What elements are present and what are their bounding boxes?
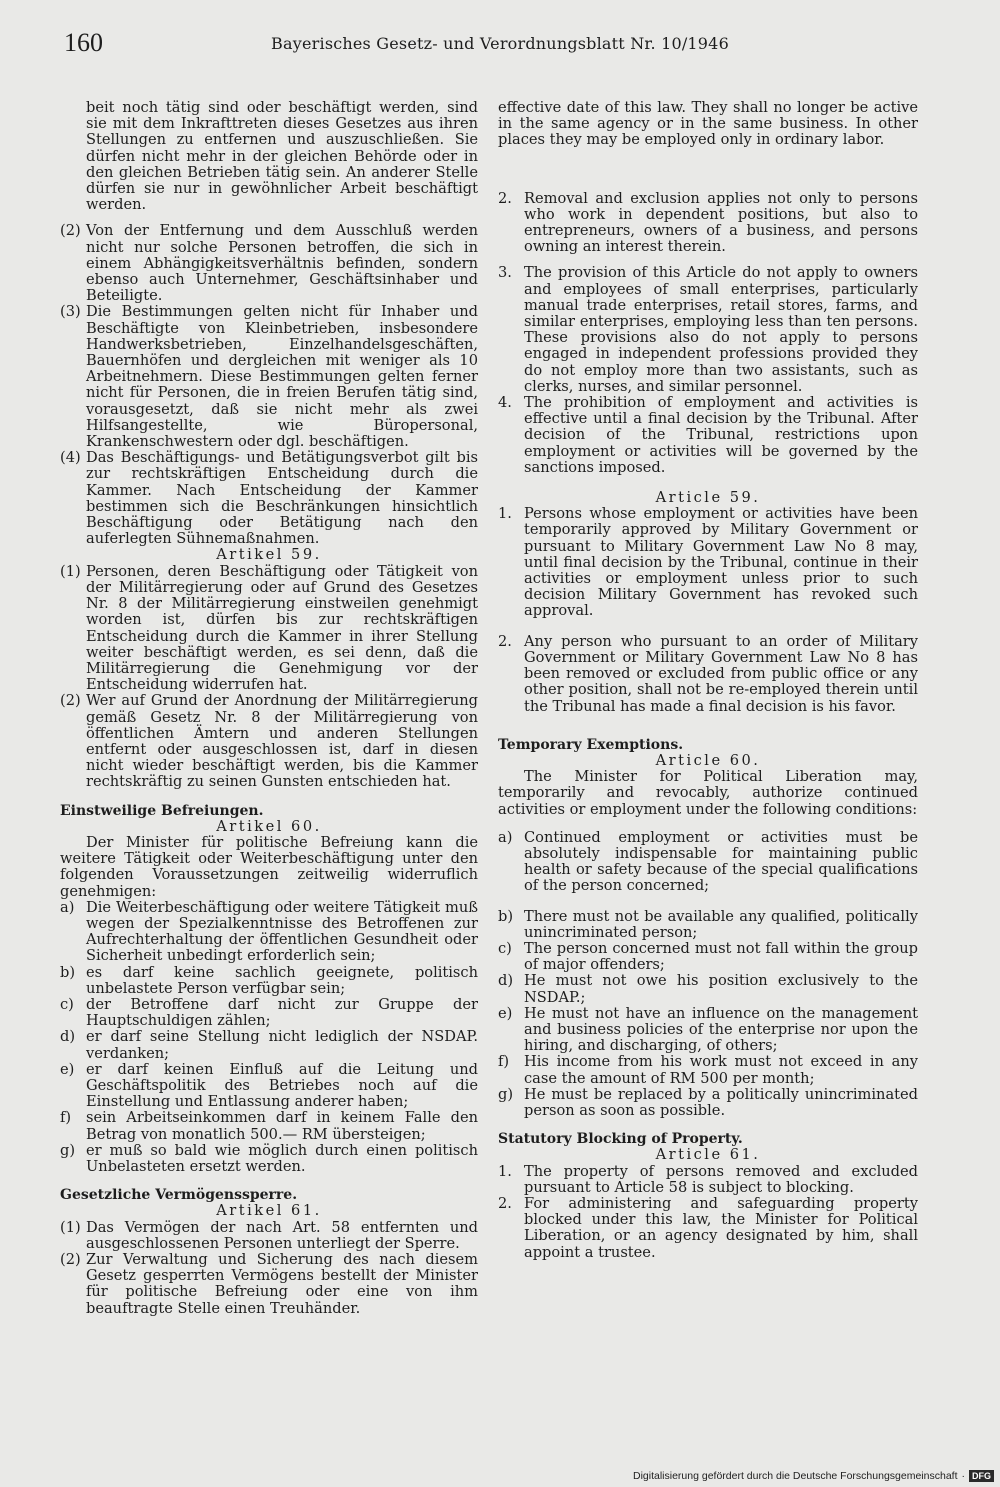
- list-item: (2) Wer auf Grund der Anordnung der Militärregierung gemäß Gesetz Nr. 8 der Militärregierung von öffentlichen Ämtern und anderen Stellungen entfernt oder ausgeschlossen ist, darf in diesen nicht wieder beschäftigt werden, bis die Kammer rechtskräftig zu seinen Gunsten entschieden hat.: [60, 692, 478, 791]
- list-item: 1. The property of persons removed and excluded pursuant to Article 58 is subject to blocking.: [498, 1162, 918, 1196]
- list-item: 1. Persons whose employment or activities have been temporarily approved by Military Government or pursuant to Military Government Law No 8 may, until final decision by the Tribunal, continue in their activities or employment unless prior to such decision Military Government has revoked such approval.: [498, 505, 918, 620]
- page-number: 160: [64, 28, 103, 57]
- list-item: e) er darf keinen Einfluß auf die Leitung und Geschäftspolitik des Betriebes noch auf die Einstellung und Entlassung anderer haben;: [60, 1060, 478, 1111]
- article-60-heading: Article 60.: [655, 751, 761, 769]
- section-title-exemptions: Temporary Exemptions.: [498, 736, 684, 753]
- german-intro: beit noch tätig sind oder beschäftigt werden, sind sie mit dem Inkrafttreten dieses Gesetzes aus ihren Stellungen zu entfernen und auszuschließen. Sie dürfen nicht mehr in der gleichen Behörde oder in den gleichen Betrieben tätig sein. An anderer Stelle dürfen sie nur in gewöhnlicher Arbeit beschäftigt werden.: [86, 99, 478, 214]
- article-60-heading: Artikel 60.: [216, 817, 322, 835]
- dfg-logo-icon: DFG: [969, 1470, 994, 1482]
- digitization-credit: [633, 1470, 994, 1482]
- list-item: c) The person concerned must not fall within the group of major offenders;: [498, 939, 918, 974]
- list-item: 4. The prohibition of employment and activities is effective until a final decision by the Tribunal. After decision of the Tribunal, restrictions upon employment or activities will be governed by the sanctions imposed.: [498, 394, 918, 476]
- list-item: (1) Personen, deren Beschäftigung oder Tätigkeit von der Militärregierung oder auf Grund des Gesetzes Nr. 8 der Militärregierung einstweilen genehmigt worden ist, dürfen bis zur rechtskräftigen Entscheidung durch die Kammer in ihrer Stellung weiter beschäftigt werden, es sei denn, daß die Militärregierung die Genehmigung vor der Entscheidung widerrufen hat.: [60, 562, 478, 694]
- list-item: (4) Das Beschäftigungs- und Betätigungsverbot gilt bis zur rechtskräftigen Entscheidung durch die Kammer. Nach Entscheidung der Kammer bestimmen sich die Beschränkungen hinsichtlich Beschäftigung oder Betätigung nach den auferlegten Sühnemaßnahmen.: [60, 449, 478, 548]
- list-item: (1) Das Vermögen der nach Art. 58 entfernten und ausgeschlossenen Personen unterliegt der Sperre.: [60, 1218, 478, 1252]
- list-item: d) He must not owe his position exclusively to the NSDAP.;: [498, 972, 918, 1006]
- article-61-heading: Artikel 61.: [216, 1202, 322, 1220]
- list-item: f) His income from his work must not exceed in any case the amount of RM 500 per month;: [498, 1053, 918, 1087]
- list-item: 2. Any person who pursuant to an order of Military Government or Military Government Law No 8 has been removed or excluded from public office or any other position, shall not be re-employed therein until the Tribunal has made a final decision is his favor.: [498, 632, 918, 715]
- list-item: (2) Zur Verwaltung und Sicherung des nach diesem Gesetz gesperrten Vermögens bestellt der Minister für politische Befreiung oder eine von ihm beauftragte Stelle einen Treuhänder.: [60, 1251, 478, 1317]
- list-item: f) sein Arbeitseinkommen darf in keinem Falle den Betrag von monatlich 500.— RM übersteigen;: [60, 1109, 478, 1143]
- article-60-intro: Der Minister für politische Befreiung kann die weitere Tätigkeit oder Weiterbeschäftigung unter den folgenden Voraussetzungen zeitweilig widerruflich genehmigen:: [60, 833, 478, 900]
- article-59-heading: Article 59.: [655, 489, 761, 507]
- article-61-heading: Article 61.: [655, 1146, 761, 1164]
- article-60-intro: The Minister for Political Liberation may, temporarily and revocably, authorize continued activities or employment under the following conditions:: [498, 768, 918, 818]
- english-column: [498, 100, 918, 1261]
- list-item: e) He must not have an influence on the management and business policies of the enterprise nor upon the hiring, and discharging, of others;: [498, 1004, 918, 1055]
- section-title-blocking: Statutory Blocking of Property.: [498, 1131, 743, 1148]
- article-59-heading: Artikel 59.: [216, 546, 322, 564]
- list-item: 2. Removal and exclusion applies not only to persons who work in dependent positions, but also to entrepreneurs, owners of a business, and persons owning an interest therein.: [498, 189, 918, 256]
- list-item: c) der Betroffene darf nicht zur Gruppe der Hauptschuldigen zählen;: [60, 995, 478, 1030]
- list-item: b) There must not be available any qualified, politically unincriminated person;: [498, 907, 918, 941]
- section-title-exemptions: Einstweilige Befreiungen.: [60, 802, 264, 819]
- list-item: (3) Die Bestimmungen gelten nicht für Inhaber und Beschäftigte von Kleinbetrieben, insbesondere Handwerksbetrieben, Einzelhandelsgeschäften, Bauernhöfen und dergleichen mit weniger als 10 Arbeitnehmern. Diese Bestimmungen gelten ferner nicht für Personen, die in freien Berufen tätig sind, vorausgesetzt, daß sie nicht mehr als zwei Hilfsangestellte, wie Büropersonal, Krankenschwestern oder dgl. beschäftigen.: [60, 303, 478, 451]
- list-item: a) Continued employment or activities must be absolutely indispensable for maintaining public health or safety because of the special qualifications of the person concerned;: [498, 828, 918, 895]
- list-item: a) Die Weiterbeschäftigung oder weitere Tätigkeit muß wegen der Spezialkenntnisse des Betroffenen zur Aufrechterhaltung der öffentlichen Gesundheit oder Sicherheit unbedingt erforderlich sein;: [60, 898, 478, 965]
- list-item: (2) Von der Entfernung und dem Ausschluß werden nicht nur solche Personen betroffen, die sich in einem Abhängigkeitsverhältnis befinden, sondern ebenso auch Unternehmer, Geschäftsinhaber und Beteiligte.: [60, 222, 478, 305]
- list-item: 3. The provision of this Article do not apply to owners and employees of small enterprises, particularly manual trade enterprises, retail stores, farms, and similar enterprises, employing less than ten persons. These provisions also do not apply to persons engaged in independent professions provided they do not employ more than two assistants, such as clerks, nurses, and similar personnel.: [498, 264, 918, 395]
- german-column: [60, 100, 478, 1317]
- english-intro: effective date of this law. They shall no longer be active in the same agency or in the same business. In other places they may be employed only in ordinary labor.: [498, 99, 918, 149]
- list-item: g) er muß so bald wie möglich durch einen politisch Unbelasteten ersetzt werden.: [60, 1141, 478, 1175]
- list-item: b) es darf keine sachlich geeignete, politisch unbelastete Person verfügbar sein;: [60, 963, 478, 997]
- running-title: Bayerisches Gesetz- und Verordnungsblatt Nr. 10/1946: [271, 34, 729, 53]
- list-item: 2. For administering and safeguarding property blocked under this law, the Minister for Political Liberation, or an agency designated by him, shall appoint a trustee.: [498, 1194, 918, 1261]
- credit-text: Digitalisierung gefördert durch die Deutsche Forschungsgemeinschaft: [632, 1470, 958, 1482]
- list-item: d) er darf seine Stellung nicht lediglich der NSDAP. verdanken;: [60, 1028, 478, 1062]
- section-title-blocking: Gesetzliche Vermögenssperre.: [60, 1187, 298, 1204]
- separator: ·: [961, 1470, 965, 1482]
- list-item: g) He must be replaced by a politically unincriminated person as soon as possible.: [498, 1085, 918, 1119]
